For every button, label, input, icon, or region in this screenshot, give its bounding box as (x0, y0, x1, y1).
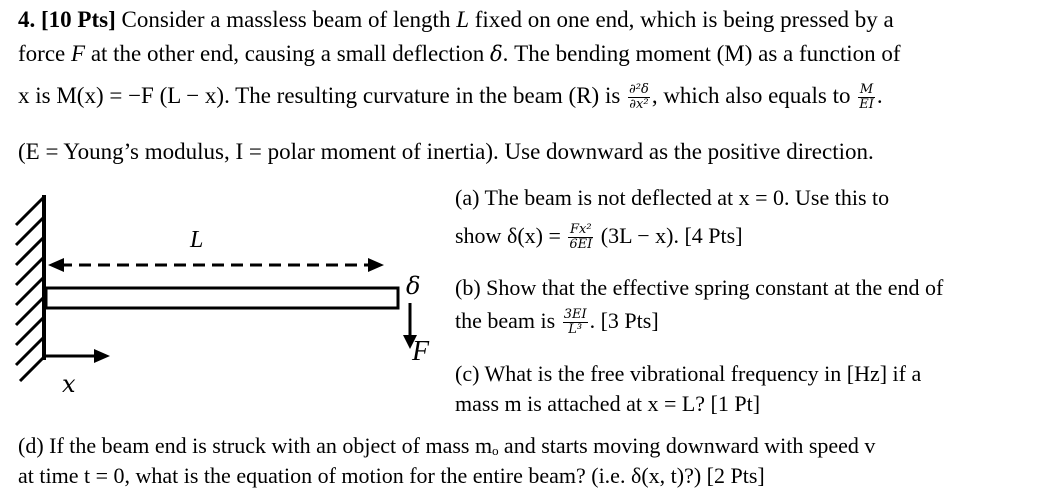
problem-text: , which also equals to (651, 83, 851, 108)
problem-line-3 (18, 82, 883, 112)
fraction-numerator: M (859, 82, 874, 98)
label-x: x (62, 370, 76, 398)
problem-line-2 (18, 40, 901, 68)
var-delta: δ (489, 42, 503, 66)
part-d-line-1: (d) If the beam end is struck with an object of mass mₒ and starts moving downward with speed v (18, 433, 876, 458)
part-d-line-2: at time t = 0, what is the equation of motion for the entire beam? (i.e. δ(x, t)?) [2 Pts] (18, 463, 765, 488)
fraction-denominator: EI (859, 97, 874, 113)
fraction-numerator: Fx² (570, 222, 592, 238)
x-axis-arrow (46, 349, 110, 363)
problem-text: x is M(x) = −F (L − x). The resulting curvature in the beam (R) is (18, 83, 621, 108)
deflection-fraction (568, 223, 593, 252)
beam (46, 288, 398, 308)
part-b-line-2 (455, 307, 659, 337)
fraction-numerator: 3EI (563, 307, 587, 323)
length-arrow (48, 258, 384, 272)
problem-text: at the other end, causing a small deflection (90, 41, 485, 66)
problem-text: (E = Young’s modulus, I = polar moment of inertia). Use downward as the positive direction. (18, 139, 874, 164)
problem-text: force (18, 41, 66, 66)
problem-text: . (876, 83, 883, 108)
m-over-ei-fraction (858, 83, 875, 112)
fraction-denominator: L³ (563, 322, 588, 337)
problem-line-1 (18, 6, 894, 34)
fraction-denominator: 6EI (569, 237, 593, 253)
label-L: L (190, 227, 204, 253)
label-F: F (412, 336, 430, 367)
problem-number: 4. [10 Pts] (18, 7, 116, 32)
part-c-line-1: (c) What is the free vibrational frequency in [Hz] if a (455, 361, 922, 386)
curvature-fraction (628, 83, 650, 112)
fraction-numerator: ∂²δ (629, 82, 649, 98)
part-text: the beam is (455, 308, 556, 333)
part-text: . [3 Pts] (589, 308, 659, 333)
part-a-line-1: (a) The beam is not deflected at x = 0. Use this to (455, 185, 890, 210)
problem-text: fixed on one end, which is being pressed by a (474, 7, 894, 32)
part-b-line-1: (b) Show that the effective spring constant at the end of (455, 275, 944, 300)
part-text: (3L − x). [4 Pts] (600, 223, 743, 248)
problem-text: Consider a massless beam of length (121, 7, 451, 32)
var-F: F (71, 41, 86, 66)
label-delta: δ (406, 272, 421, 300)
part-c-line-2: mass m is attached at x = L? [1 Pt] (455, 391, 761, 416)
wall-hatching (16, 197, 44, 381)
var-L: L (456, 7, 469, 32)
problem-line-4 (18, 138, 874, 166)
spring-constant-fraction (563, 308, 588, 337)
problem-text: . The bending moment (M) as a function of (502, 41, 901, 66)
fraction-denominator: ∂x² (629, 97, 649, 113)
part-a-line-2 (455, 222, 743, 252)
part-text: show δ(x) = (455, 223, 561, 248)
